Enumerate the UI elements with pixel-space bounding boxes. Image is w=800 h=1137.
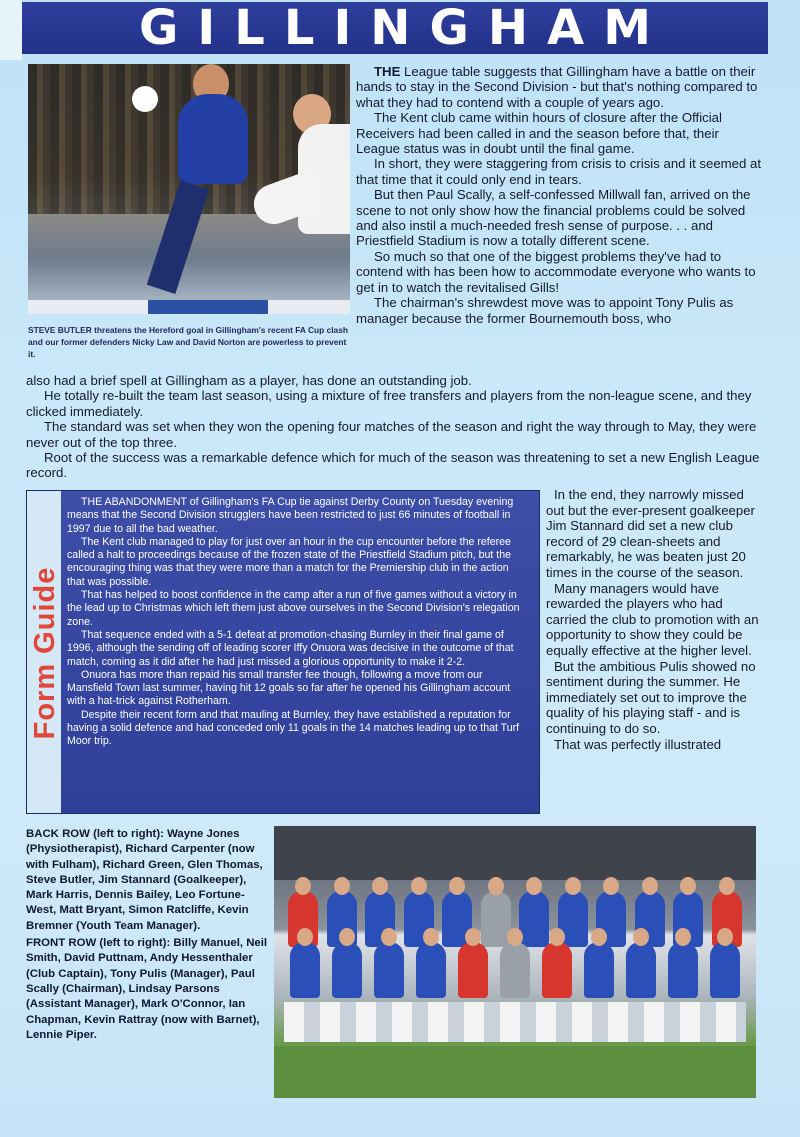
- front-row-names: FRONT ROW (left to right): Billy Manuel, Neil Smith, David Puttnam, Andy Hessenthaler (Club Captain), Tony Pulis (Manager), Paul Scally (Chairman), Lindsay Parsons (Assistant Manager), Mark O'Connor, Ian Chapman, Kevin Rattray (now with Barnet), Lennie Piper.: [26, 937, 268, 1041]
- team-member: [500, 942, 530, 998]
- match-action-photo: [28, 64, 350, 314]
- form-guide-paragraph: THE ABANDONMENT of Gillingham's FA Cup tie against Derby County on Tuesday evening means that the Second Division strugglers have been restricted to just 66 minutes of football in 1997 due to all the bad weather.: [67, 496, 514, 535]
- article-paragraph: In short, they were staggering from crisis to crisis and it seemed at that time that it could only end in tears.: [356, 156, 761, 187]
- team-member: [668, 942, 698, 998]
- article-paragraph: But the ambitious Pulis showed no sentiment during the summer. He immediately set out to improve the quality of his playing staff - and is continuing to do so.: [546, 658, 756, 736]
- team-member: [542, 942, 572, 998]
- stadium-roof: [274, 826, 756, 880]
- team-kit-row: [284, 1002, 746, 1042]
- team-member: [416, 942, 446, 998]
- article-column-right: [546, 487, 764, 752]
- team-member: [584, 942, 614, 998]
- form-guide-paragraph: Despite their recent form and that mauling at Burnley, they have established a reputation for having a solid defence and had conceded only 11 goals in the 14 matches leading up to that Turf Moor trip.: [67, 708, 520, 748]
- form-guide-paragraph: The Kent club managed to play for just over an hour in the cup encounter before the referee called a halt to proceedings because of the frozen state of the Priestfield Stadium pitch, but the encouraging thing was that they were more than a match for the Premiership club in the action that was possible.: [67, 535, 512, 588]
- team-member: [458, 942, 488, 998]
- masthead-banner: [22, 2, 768, 54]
- article-paragraph: The standard was set when they won the opening four matches of the season and right the way through to May, they were never out of the top three.: [26, 419, 757, 450]
- form-guide-text: [67, 496, 529, 749]
- page-title: GILLINGHAM: [139, 0, 670, 56]
- form-guide-sidebar: [27, 491, 61, 813]
- form-guide-paragraph: That has helped to boost confidence in the camp after a run of five games without a victory in the lead up to Christmas which left them just above ourselves in the Second Division's relegation zone.: [67, 589, 520, 628]
- form-guide-paragraph: Onuora has more than repaid his small transfer fee though, following a move from our Mansfield Town last summer, having hit 12 goals so far after he opened his Gillingham account with a hat-trick against Rotherham.: [67, 668, 511, 708]
- article-paragraph: That was perfectly illustrated: [554, 736, 722, 752]
- team-member: [626, 942, 656, 998]
- photo-caption: [28, 324, 348, 360]
- article-column-top: [356, 64, 764, 326]
- caption-text: threatens the Hereford goal in Gillingham's recent FA Cup clash and our former defenders Nicky Law and David Norton are powerless to prevent it.: [28, 325, 348, 359]
- form-guide-paragraph: That sequence ended with a 5-1 defeat at promotion-chasing Burnley in their final game of 1996, although the sending off of leading scorer Iffy Onuora was decisive in the outcome of that match, coming as it did after he had just missed a glorious opportunity to make it 2-2.: [67, 628, 514, 668]
- team-member: [710, 942, 740, 998]
- form-guide-label: Form Guide: [29, 566, 61, 740]
- article-paragraph: So much so that one of the biggest problems they've had to contend with has been how to accommodate everyone who wants to get in to watch the revitalised Gills!: [356, 248, 756, 295]
- pitch-grass: [274, 1046, 756, 1098]
- article-paragraph: THE League table suggests that Gillingham have a battle on their hands to stay in the Second Division - but that's nothing compared to what they had to contend with a couple of years ago.: [356, 64, 758, 110]
- article-paragraph: Root of the success was a remarkable defence which for much of the season was threatening to set a new English League record.: [26, 450, 760, 481]
- team-photo: [274, 826, 756, 1098]
- lead-word: THE: [374, 64, 401, 79]
- football: [132, 86, 158, 112]
- gillingham-player: [178, 94, 248, 184]
- caption-player-name: STEVE BUTLER: [28, 325, 92, 335]
- team-member: [519, 891, 549, 947]
- photo-advert-board-blue: [148, 300, 268, 314]
- article-paragraph: But then Paul Scally, a self-confessed Millwall fan, arrived on the scene to not only show how the financial problems could be solved and also instil a much-needed fresh sense of purpose. . . and Priestfield Stadium is now a totally different scene.: [356, 187, 751, 249]
- team-lineup-caption: [26, 827, 272, 1045]
- page-corner: [0, 0, 22, 60]
- article-paragraph: In the end, they narrowly missed out but the ever-present goalkeeper Jim Stannard did set a new club record of 29 clean-sheets and remarkably, he was beaten just 20 times in the course of the season.: [546, 487, 755, 580]
- team-member: [290, 942, 320, 998]
- article-column-full: [26, 373, 764, 481]
- article-paragraph: The chairman's shrewdest move was to appoint Tony Pulis as manager because the former Bournemouth boss, who: [356, 295, 734, 326]
- article-paragraph: Many managers would have rewarded the players who had carried the club to promotion with an opportunity to show they could be equally effective at the higher level.: [546, 580, 759, 658]
- article-paragraph: He totally re-built the team last season, using a mixture of free transfers and players from the non-league scene, and they clicked immediately.: [26, 388, 752, 419]
- article-paragraph: The Kent club came within hours of closure after the Official Receivers had been called in and the season before that, their League status was in doubt until the final game.: [356, 110, 722, 157]
- front-row-players: [284, 942, 746, 998]
- form-guide-box: [26, 490, 540, 814]
- back-row-names: BACK ROW (left to right): Wayne Jones (Physiotherapist), Richard Carpenter (now with Fulham), Richard Green, Glen Thomas, Steve Butler, Jim Stannard (Goalkeeper), Mark Harris, Dennis Bailey, Leo Fortune-West, Matt Bryant, Simon Ratcliffe, Kevin Bremner (Youth Team Manager).: [26, 828, 263, 932]
- team-member: [374, 942, 404, 998]
- team-member: [332, 942, 362, 998]
- article-paragraph: also had a brief spell at Gillingham as a player, has done an outstanding job.: [26, 373, 472, 388]
